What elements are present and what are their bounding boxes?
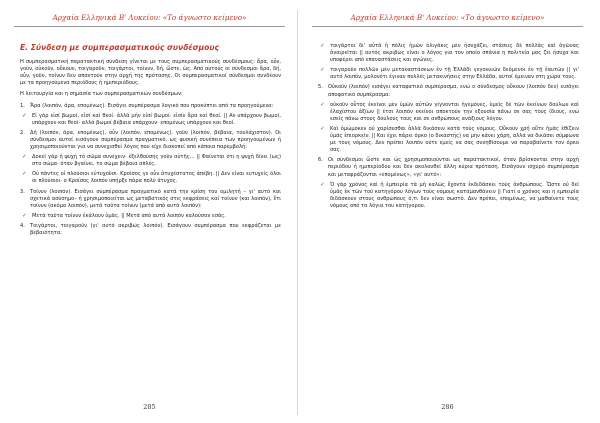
example-text: τοιγάρτοι δι' αὐτὰ ἡ πόλις ἡμῶν ὀλιγάκις μὲν ἠσυχάζει, στάσεις δὲ πολλὰς καὶ ἀγῶνας ἀναιρεῖται || αυτός ακριβώς είναι ο λόγος για τον οποίο σπάνια η πολιτεία μας ζει ήσυχα και υποφέρει από επαναστάσεις και αγώνες. bbox=[330, 43, 579, 64]
page-number-right: 286 bbox=[441, 403, 454, 411]
example-text: Καὶ ὀμώμοκεν οὐ χαρίσεσθαι ἀλλὰ δικάσειν κατὰ τοὺς νόμους. Οὔκουν χρή οὔτε ἡμᾶς ἐθίζειν ὑμᾶς ἐπιορκεῖν. || Και έχει πάρει όρκο (ο δικαστής) να μην κάνει χάρη, αλλά να δικάσει σύμφωνα με τους νόμους. Δεν πρέπει λοιπόν ούτε εμείς να σας συνηθίσουμε να παραβαίνετε τον όρκο σας. bbox=[330, 125, 579, 154]
list-item-1 bbox=[20, 103, 281, 110]
example-text: οὐκοῦν οὗτος ἐκεῖνοι μὲν ὑμῶν αὐτῶν γίγνονται ἡγεμόνες, ὑμεῖς δὲ τῶν ἐκείνων δούλων καὶ ἐλαχίστου ἀξίων || έτσι λοιπόν εκείνοι αποκτούν την εξουσία πάνω σε σας τους ίδιους, ενώ εσείς πάνω στους δούλους τους και σε ανθρώπους ανάξιους λόγου. bbox=[330, 101, 579, 122]
example-item bbox=[318, 67, 579, 81]
example-item bbox=[318, 182, 579, 210]
list-text: Ἄρα (λοιπόν, άρα, επομένως). Εισάγει συμπέρασμα λογικό που προκύπτει από τα προηγούμενα: bbox=[30, 102, 274, 109]
list-text: Τοίνυν (λοιπόν). Εισάγει συμπέρασμα πραγματικό κατά την κρίση του ομιλητή – γι' αυτό και σχετικά ασύσημο– ή χρησιμοποιείται ως μεταβατικός στις εκφράσεις καί τοίνυν (και λοιπόν), ἔτι τοίνυν (ακόμα λοιπόν), μετά ταῦτα τοίνυν (μετά από αυτά λοιπόν): bbox=[30, 188, 281, 209]
example-text: Οὐ πάντες οἱ πλούσιοι εὐτυχοῦσι· Κροῖσος γε οὖν ἀτυχέστατος ἀπέβη. || Δεν είναι ευτυχείς όλοι οι πλούσιοι· ο Κροίσος λοιπόν υπήρξε πάρα πολύ άτυχος. bbox=[32, 171, 281, 185]
example-item bbox=[20, 113, 281, 127]
gutter-divider bbox=[297, 10, 298, 415]
left-content bbox=[8, 44, 291, 237]
section-title: Ε. Σύνδεση με συμπερασματικούς συνδέσμους bbox=[20, 43, 220, 52]
list-item-6 bbox=[318, 157, 579, 178]
checkmark-icon: ✓ bbox=[22, 171, 27, 178]
example-text: Εἰ γὰρ εἰσί βωμοί, εἰσί καί θεοί· ἀλλά μήν εἰσί βωμοί· εἰσίν ἄρα καί θεοί. || Αν υπάρχουν βωμοί, υπάρχουν και θεοί· αλλά βωμοί βέβαια υπάρχουν· επομένως υπάρχουν και θεοί. bbox=[32, 112, 281, 126]
example-item bbox=[318, 43, 579, 64]
checkmark-icon: ✓ bbox=[22, 212, 27, 219]
example-item bbox=[20, 154, 281, 168]
list-number: 4. bbox=[20, 222, 25, 229]
page-number-left: 285 bbox=[143, 403, 156, 411]
list-item-4 bbox=[20, 223, 281, 237]
example-item bbox=[318, 126, 579, 154]
example-item bbox=[318, 102, 579, 123]
example-text: Ὁ γὰρ χρόνος καὶ ἡ ἐμπειρία τὰ μὴ καλῶς ἔχοντα ἐκδιδάσκει τοὺς ἀνθρώπους. Ὥστε οὐ δεῖ ὑμᾶς ἐκ τῶν τοῦ κατηγόρου λόγων τοὺς νόμους καταμανθάνειν || Γιατί ο χρόνος και η εμπειρία διδάσκουν στους ανθρώπους ό,τι δεν είναι σωστό. Δεν πρέπει, επομένως, να μαθαίνετε τους νόμους από τα λόγια του κατήγορου. bbox=[330, 181, 579, 209]
checkmark-icon: ✓ bbox=[320, 101, 325, 108]
list-text: Δή (λοιπόν, άρα, επομένως), οὖν (λοιπόν, επομένως), γοῦν (λοιπόν, βέβαια, τουλάχιστον). Οι σύνδεσμοι αυτοί εισάγουν συμπέρασμα πραγματικό, ως φυσική συνέπεια των προηγουμένων ή χρησιμοποιούνται για να συνεχισθεί λόγος που είχε διακοπεί από κάποια παρεμβολή: bbox=[30, 129, 281, 151]
right-content bbox=[306, 27, 589, 210]
example-text: Μετὰ ταῦτα τοίνυν ἐκάλουν ὑμᾶς. || Μετά από αυτά λοιπόν καλούσαν εσάς. bbox=[32, 212, 226, 219]
example-text: Δοκεῖ γάρ ἡ ψυχή τὸ σῶμα συνέχειν· ἐξελθούσης γοῦν αὐτῆς... || Φαίνεται ότι η ψυχή δίνει (ως) στο σώμα· όταν βγαίνει, το σώμα βέβαια απλές. bbox=[32, 154, 281, 168]
header-rule-left bbox=[14, 26, 285, 27]
example-item bbox=[20, 213, 281, 220]
left-page bbox=[8, 0, 291, 423]
list-item-2 bbox=[20, 130, 281, 151]
running-head-left: Αρχαία Ελληνικά Β' Λυκείου: «Το άγνωστο κείμενο» bbox=[52, 13, 247, 22]
list-number: 6. bbox=[318, 157, 323, 164]
right-page bbox=[306, 0, 589, 423]
list-number: 1. bbox=[20, 102, 25, 109]
checkmark-icon: ✓ bbox=[320, 125, 325, 132]
list-number: 3. bbox=[20, 188, 25, 195]
intro-paragraph-2: Η λειτουργία και η σημασία των συμπερασματικών συνδέσμων: bbox=[20, 91, 183, 98]
list-text: Τοιγάρτοι, τοιγαροῦν (γι' αυτό ακριβώς λοιπόν). Εισάγουν συμπέρασμα που εκφράζεται με βεβαιότητα: bbox=[30, 222, 281, 236]
checkmark-icon: ✓ bbox=[22, 154, 27, 161]
list-number: 2. bbox=[20, 129, 25, 136]
checkmark-icon: ✓ bbox=[320, 43, 325, 49]
running-head-right: Αρχαία Ελληνικά Β' Λυκείου: «Το άγνωστο κείμενο» bbox=[350, 13, 545, 22]
example-text: τοιγαροῦν πολλῶν μὲν μεταναστάσεων ἐν τῇ Ἑλλάδι γεγονυιῶν δεόμενοι ἐν τῇ ἐαυτῶν || γι' αυτό λοιπόν, μολονότι έγιναν πολλές μετακινήσεις στην Ελλάδα, αυτοί έμειναν στη χώρα τους. bbox=[330, 67, 579, 81]
checkmark-icon: ✓ bbox=[320, 67, 325, 74]
list-text: Οὐκοῦν (λοιπόν) εισάγει καταφατικό συμπέρασμα, ενώ ο σύνδεσμος οὔκουν (λοιπόν δεν) εισάγει αποφατικό συμπέρασμα: bbox=[328, 84, 579, 98]
list-item-5 bbox=[318, 84, 579, 98]
checkmark-icon: ✓ bbox=[22, 112, 27, 119]
example-item bbox=[20, 171, 281, 185]
checkmark-icon: ✓ bbox=[320, 181, 325, 188]
intro-paragraph: Η συμπερασματική παρατακτική σύνδεση γίνεται με τους συμπερασματικούς συνδέσμους: ἄρα, οὖν, γοῦν, οὐκοῦν, οὔκουν, τοιγαροῦν, τοιγάρτοι, τοίνυν, δή, ὥστε, ὡς. Από αυτούς οι σύνδεσμοι ἄρα, δή, οὖν, γοῦν, τοίνυν δεν απαντούν στην αρχή της πρότασης. Οι συμπερασματικοί σύνδεσμοι συνδέουν με τα προηγούμενα περιόδους ή ημιπεριόδους. bbox=[20, 59, 281, 87]
list-item-3 bbox=[20, 189, 281, 210]
list-text: Οι σύνδεσμοι ὥστε και ὡς χρησιμοποιούνται ως παρατακτικοί, όταν βρίσκονται στην αρχή περιόδου ή ημιπερίοδου και δεν ακολουθεί άλλη κύρια πρόταση. Εισάγουν ισχυρό συμπέρασμα και μεταφράζονται «επομένως», «γι' αυτό»: bbox=[328, 157, 579, 178]
list-number: 5. bbox=[318, 84, 323, 91]
